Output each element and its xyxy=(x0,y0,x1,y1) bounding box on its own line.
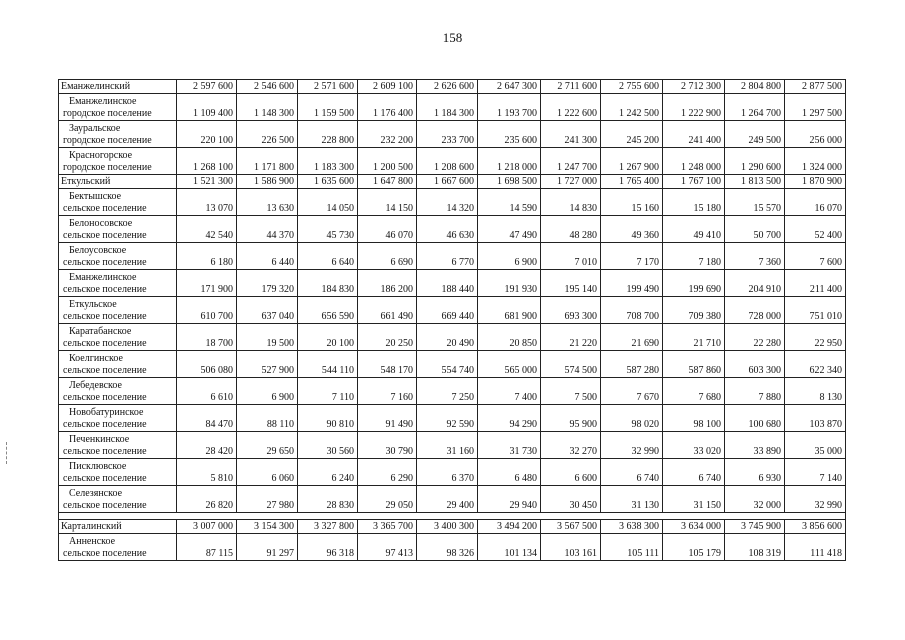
settlement-name-line2: сельское поселение xyxy=(63,311,147,322)
value-cell: 3 365 700 xyxy=(358,520,417,534)
value-cell: 105 111 xyxy=(601,534,663,561)
value-cell: 47 490 xyxy=(478,216,541,243)
value-cell: 1 184 300 xyxy=(417,94,478,121)
settlement-row xyxy=(59,94,846,121)
value-cell: 2 571 600 xyxy=(298,80,358,94)
value-cell: 6 900 xyxy=(478,243,541,270)
value-cell: 587 280 xyxy=(601,351,663,378)
table-body xyxy=(59,80,846,561)
value-cell: 2 647 300 xyxy=(478,80,541,94)
settlement-row xyxy=(59,270,846,297)
value-cell: 16 070 xyxy=(785,189,846,216)
value-cell: 3 638 300 xyxy=(601,520,663,534)
value-cell: 1 698 500 xyxy=(478,175,541,189)
settlement-row xyxy=(59,324,846,351)
value-cell: 548 170 xyxy=(358,351,417,378)
value-cell: 28 420 xyxy=(177,432,237,459)
value-cell: 6 060 xyxy=(237,459,298,486)
value-cell: 669 440 xyxy=(417,297,478,324)
value-cell: 199 490 xyxy=(601,270,663,297)
value-cell: 94 290 xyxy=(478,405,541,432)
settlement-name-line1: Лебедевское xyxy=(69,380,122,391)
value-cell: 6 740 xyxy=(663,459,725,486)
value-cell: 97 413 xyxy=(358,534,417,561)
settlement-row xyxy=(59,189,846,216)
value-cell: 30 450 xyxy=(541,486,601,513)
value-cell: 3 400 300 xyxy=(417,520,478,534)
value-cell: 610 700 xyxy=(177,297,237,324)
settlement-name xyxy=(59,534,177,561)
value-cell: 13 630 xyxy=(237,189,298,216)
value-cell: 29 400 xyxy=(417,486,478,513)
value-cell: 21 690 xyxy=(601,324,663,351)
settlement-name-line2: сельское поселение xyxy=(63,446,147,457)
settlement-name-line2: сельское поселение xyxy=(63,365,147,376)
settlement-name xyxy=(59,459,177,486)
value-cell: 708 700 xyxy=(601,297,663,324)
settlement-name-line1: Еткульское xyxy=(69,299,117,310)
value-cell: 7 670 xyxy=(601,378,663,405)
value-cell: 29 650 xyxy=(237,432,298,459)
value-cell: 3 856 600 xyxy=(785,520,846,534)
value-cell: 603 300 xyxy=(725,351,785,378)
value-cell: 2 609 100 xyxy=(358,80,417,94)
value-cell: 84 470 xyxy=(177,405,237,432)
value-cell: 50 700 xyxy=(725,216,785,243)
value-cell: 191 930 xyxy=(478,270,541,297)
value-cell: 681 900 xyxy=(478,297,541,324)
settlement-row xyxy=(59,432,846,459)
value-cell: 565 000 xyxy=(478,351,541,378)
value-cell: 7 400 xyxy=(478,378,541,405)
value-cell: 1 765 400 xyxy=(601,175,663,189)
settlement-name xyxy=(59,486,177,513)
settlement-name-line2: сельское поселение xyxy=(63,284,147,295)
value-cell: 7 180 xyxy=(663,243,725,270)
value-cell: 232 200 xyxy=(358,121,417,148)
value-cell: 179 320 xyxy=(237,270,298,297)
value-cell: 2 877 500 xyxy=(785,80,846,94)
value-cell: 7 880 xyxy=(725,378,785,405)
value-cell: 13 070 xyxy=(177,189,237,216)
value-cell: 587 860 xyxy=(663,351,725,378)
value-cell: 33 020 xyxy=(663,432,725,459)
value-cell: 1 667 600 xyxy=(417,175,478,189)
settlement-row xyxy=(59,216,846,243)
value-cell: 87 115 xyxy=(177,534,237,561)
value-cell: 22 280 xyxy=(725,324,785,351)
value-cell: 35 000 xyxy=(785,432,846,459)
value-cell: 506 080 xyxy=(177,351,237,378)
value-cell: 28 830 xyxy=(298,486,358,513)
value-cell: 6 480 xyxy=(478,459,541,486)
value-cell: 29 050 xyxy=(358,486,417,513)
value-cell: 2 597 600 xyxy=(177,80,237,94)
value-cell: 728 000 xyxy=(725,297,785,324)
value-cell: 91 297 xyxy=(237,534,298,561)
value-cell: 103 870 xyxy=(785,405,846,432)
value-cell: 1 727 000 xyxy=(541,175,601,189)
settlement-name-line2: сельское поселение xyxy=(63,473,147,484)
value-cell: 103 161 xyxy=(541,534,601,561)
value-cell: 3 634 000 xyxy=(663,520,725,534)
value-cell: 195 140 xyxy=(541,270,601,297)
value-cell: 235 600 xyxy=(478,121,541,148)
value-cell: 1 247 700 xyxy=(541,148,601,175)
settlement-row xyxy=(59,351,846,378)
value-cell: 661 490 xyxy=(358,297,417,324)
value-cell: 7 680 xyxy=(663,378,725,405)
district-name: Еманжелинский xyxy=(59,80,177,94)
settlement-row xyxy=(59,148,846,175)
value-cell: 6 600 xyxy=(541,459,601,486)
page-number: 158 xyxy=(442,30,463,45)
value-cell: 98 326 xyxy=(417,534,478,561)
value-cell: 245 200 xyxy=(601,121,663,148)
value-cell: 693 300 xyxy=(541,297,601,324)
value-cell: 95 900 xyxy=(541,405,601,432)
value-cell: 22 950 xyxy=(785,324,846,351)
value-cell: 49 360 xyxy=(601,216,663,243)
settlement-row xyxy=(59,121,846,148)
value-cell: 1 324 000 xyxy=(785,148,846,175)
value-cell: 6 290 xyxy=(358,459,417,486)
value-cell: 7 500 xyxy=(541,378,601,405)
value-cell: 1 109 400 xyxy=(177,94,237,121)
value-cell: 1 290 600 xyxy=(725,148,785,175)
value-cell: 249 500 xyxy=(725,121,785,148)
value-cell: 90 810 xyxy=(298,405,358,432)
value-cell: 241 300 xyxy=(541,121,601,148)
settlement-row xyxy=(59,243,846,270)
settlement-name xyxy=(59,189,177,216)
value-cell: 199 690 xyxy=(663,270,725,297)
value-cell: 3 567 500 xyxy=(541,520,601,534)
settlement-name xyxy=(59,121,177,148)
settlement-name-line1: Анненское xyxy=(69,536,116,547)
separator-cell xyxy=(59,513,846,520)
settlement-name-line2: сельское поселение xyxy=(63,203,147,214)
settlement-name xyxy=(59,243,177,270)
value-cell: 14 830 xyxy=(541,189,601,216)
value-cell: 7 110 xyxy=(298,378,358,405)
settlement-name xyxy=(59,378,177,405)
settlement-name-line1: Печенкинское xyxy=(69,434,130,445)
value-cell: 2 804 800 xyxy=(725,80,785,94)
district-name: Еткульский xyxy=(59,175,177,189)
value-cell: 1 813 500 xyxy=(725,175,785,189)
value-cell: 7 250 xyxy=(417,378,478,405)
value-cell: 188 440 xyxy=(417,270,478,297)
value-cell: 111 418 xyxy=(785,534,846,561)
value-cell: 233 700 xyxy=(417,121,478,148)
value-cell: 31 130 xyxy=(601,486,663,513)
value-cell: 1 297 500 xyxy=(785,94,846,121)
value-cell: 226 500 xyxy=(237,121,298,148)
value-cell: 88 110 xyxy=(237,405,298,432)
value-cell: 709 380 xyxy=(663,297,725,324)
value-cell: 92 590 xyxy=(417,405,478,432)
value-cell: 32 000 xyxy=(725,486,785,513)
value-cell: 184 830 xyxy=(298,270,358,297)
settlement-row xyxy=(59,405,846,432)
value-cell: 19 500 xyxy=(237,324,298,351)
value-cell: 544 110 xyxy=(298,351,358,378)
value-cell: 171 900 xyxy=(177,270,237,297)
value-cell: 1 521 300 xyxy=(177,175,237,189)
settlement-name xyxy=(59,94,177,121)
value-cell: 32 270 xyxy=(541,432,601,459)
value-cell: 241 400 xyxy=(663,121,725,148)
value-cell: 186 200 xyxy=(358,270,417,297)
value-cell: 101 134 xyxy=(478,534,541,561)
district-row xyxy=(59,175,846,189)
settlement-name-line2: сельское поселение xyxy=(63,419,147,430)
value-cell: 554 740 xyxy=(417,351,478,378)
settlement-name-line2: городское поселение xyxy=(63,108,152,119)
value-cell: 1 264 700 xyxy=(725,94,785,121)
settlement-row xyxy=(59,378,846,405)
settlement-name-line1: Красногорское xyxy=(69,150,133,161)
settlement-name-line1: Еманжелинское xyxy=(69,96,137,107)
value-cell: 527 900 xyxy=(237,351,298,378)
settlement-name-line1: Белоносовское xyxy=(69,218,133,229)
settlement-name-line1: Белоусовское xyxy=(69,245,127,256)
settlement-name xyxy=(59,324,177,351)
value-cell: 1 200 500 xyxy=(358,148,417,175)
value-cell: 7 600 xyxy=(785,243,846,270)
value-cell: 26 820 xyxy=(177,486,237,513)
value-cell: 6 610 xyxy=(177,378,237,405)
district-row xyxy=(59,520,846,534)
settlement-name-line2: сельское поселение xyxy=(63,500,147,511)
value-cell: 7 170 xyxy=(601,243,663,270)
value-cell: 31 150 xyxy=(663,486,725,513)
value-cell: 211 400 xyxy=(785,270,846,297)
value-cell: 1 208 600 xyxy=(417,148,478,175)
value-cell: 108 319 xyxy=(725,534,785,561)
value-cell: 1 183 300 xyxy=(298,148,358,175)
value-cell: 46 070 xyxy=(358,216,417,243)
settlement-name-line1: Коелгинское xyxy=(69,353,123,364)
settlement-name-line1: Новобатуринское xyxy=(69,407,144,418)
settlement-name xyxy=(59,351,177,378)
value-cell: 1 218 000 xyxy=(478,148,541,175)
value-cell: 21 710 xyxy=(663,324,725,351)
value-cell: 1 635 600 xyxy=(298,175,358,189)
value-cell: 637 040 xyxy=(237,297,298,324)
value-cell: 98 100 xyxy=(663,405,725,432)
value-cell: 31 160 xyxy=(417,432,478,459)
settlement-name-line1: Еманжелинское xyxy=(69,272,137,283)
value-cell: 6 640 xyxy=(298,243,358,270)
value-cell: 3 327 800 xyxy=(298,520,358,534)
value-cell: 91 490 xyxy=(358,405,417,432)
value-cell: 574 500 xyxy=(541,351,601,378)
value-cell: 31 730 xyxy=(478,432,541,459)
value-cell: 105 179 xyxy=(663,534,725,561)
settlement-name xyxy=(59,432,177,459)
value-cell: 30 790 xyxy=(358,432,417,459)
value-cell: 32 990 xyxy=(601,432,663,459)
value-cell: 100 680 xyxy=(725,405,785,432)
value-cell: 15 570 xyxy=(725,189,785,216)
settlement-name xyxy=(59,270,177,297)
settlement-name-line2: сельское поселение xyxy=(63,392,147,403)
value-cell: 6 930 xyxy=(725,459,785,486)
margin-mark xyxy=(6,442,8,464)
settlement-name-line2: сельское поселение xyxy=(63,548,147,559)
value-cell: 33 890 xyxy=(725,432,785,459)
value-cell: 6 770 xyxy=(417,243,478,270)
value-cell: 1 159 500 xyxy=(298,94,358,121)
settlement-name-line1: Селезянское xyxy=(69,488,123,499)
value-cell: 6 900 xyxy=(237,378,298,405)
value-cell: 49 410 xyxy=(663,216,725,243)
value-cell: 45 730 xyxy=(298,216,358,243)
settlement-row xyxy=(59,534,846,561)
value-cell: 3 007 000 xyxy=(177,520,237,534)
settlement-name-line2: сельское поселение xyxy=(63,257,147,268)
value-cell: 1 267 900 xyxy=(601,148,663,175)
value-cell: 256 000 xyxy=(785,121,846,148)
value-cell: 1 193 700 xyxy=(478,94,541,121)
value-cell: 2 712 300 xyxy=(663,80,725,94)
value-cell: 6 240 xyxy=(298,459,358,486)
value-cell: 7 360 xyxy=(725,243,785,270)
value-cell: 5 810 xyxy=(177,459,237,486)
value-cell: 656 590 xyxy=(298,297,358,324)
value-cell: 751 010 xyxy=(785,297,846,324)
value-cell: 6 180 xyxy=(177,243,237,270)
value-cell: 14 050 xyxy=(298,189,358,216)
value-cell: 20 100 xyxy=(298,324,358,351)
district-row xyxy=(59,80,846,94)
settlement-name xyxy=(59,148,177,175)
value-cell: 1 586 900 xyxy=(237,175,298,189)
value-cell: 7 140 xyxy=(785,459,846,486)
value-cell: 20 250 xyxy=(358,324,417,351)
value-cell: 1 148 300 xyxy=(237,94,298,121)
value-cell: 1 268 100 xyxy=(177,148,237,175)
settlement-name xyxy=(59,216,177,243)
value-cell: 52 400 xyxy=(785,216,846,243)
value-cell: 1 176 400 xyxy=(358,94,417,121)
value-cell: 1 222 900 xyxy=(663,94,725,121)
value-cell: 1 171 800 xyxy=(237,148,298,175)
value-cell: 18 700 xyxy=(177,324,237,351)
settlement-row xyxy=(59,459,846,486)
value-cell: 2 755 600 xyxy=(601,80,663,94)
value-cell: 1 647 800 xyxy=(358,175,417,189)
value-cell: 21 220 xyxy=(541,324,601,351)
value-cell: 1 222 600 xyxy=(541,94,601,121)
value-cell: 20 850 xyxy=(478,324,541,351)
value-cell: 2 626 600 xyxy=(417,80,478,94)
settlement-name xyxy=(59,405,177,432)
value-cell: 1 767 100 xyxy=(663,175,725,189)
value-cell: 6 740 xyxy=(601,459,663,486)
value-cell: 8 130 xyxy=(785,378,846,405)
population-table xyxy=(58,79,846,561)
settlement-name-line1: Каратабанское xyxy=(69,326,132,337)
value-cell: 6 370 xyxy=(417,459,478,486)
value-cell: 7 160 xyxy=(358,378,417,405)
value-cell: 29 940 xyxy=(478,486,541,513)
value-cell: 48 280 xyxy=(541,216,601,243)
settlement-name-line1: Зауральское xyxy=(69,123,121,134)
settlement-name-line1: Бектышское xyxy=(69,191,122,202)
settlement-name-line2: городское поселение xyxy=(63,135,152,146)
value-cell: 622 340 xyxy=(785,351,846,378)
value-cell: 3 745 900 xyxy=(725,520,785,534)
value-cell: 14 150 xyxy=(358,189,417,216)
value-cell: 14 590 xyxy=(478,189,541,216)
settlement-name-line2: городское поселение xyxy=(63,162,152,173)
value-cell: 44 370 xyxy=(237,216,298,243)
value-cell: 228 800 xyxy=(298,121,358,148)
value-cell: 3 154 300 xyxy=(237,520,298,534)
value-cell: 30 560 xyxy=(298,432,358,459)
value-cell: 1 242 500 xyxy=(601,94,663,121)
value-cell: 204 910 xyxy=(725,270,785,297)
separator-row xyxy=(59,513,846,520)
value-cell: 15 160 xyxy=(601,189,663,216)
settlement-row xyxy=(59,486,846,513)
value-cell: 3 494 200 xyxy=(478,520,541,534)
settlement-name-line2: сельское поселение xyxy=(63,230,147,241)
value-cell: 1 248 000 xyxy=(663,148,725,175)
settlement-name xyxy=(59,297,177,324)
value-cell: 2 546 600 xyxy=(237,80,298,94)
value-cell: 32 990 xyxy=(785,486,846,513)
value-cell: 6 690 xyxy=(358,243,417,270)
value-cell: 20 490 xyxy=(417,324,478,351)
value-cell: 1 870 900 xyxy=(785,175,846,189)
value-cell: 15 180 xyxy=(663,189,725,216)
value-cell: 96 318 xyxy=(298,534,358,561)
value-cell: 7 010 xyxy=(541,243,601,270)
value-cell: 14 320 xyxy=(417,189,478,216)
district-name: Карталинский xyxy=(59,520,177,534)
value-cell: 46 630 xyxy=(417,216,478,243)
settlement-row xyxy=(59,297,846,324)
value-cell: 220 100 xyxy=(177,121,237,148)
value-cell: 42 540 xyxy=(177,216,237,243)
value-cell: 27 980 xyxy=(237,486,298,513)
value-cell: 2 711 600 xyxy=(541,80,601,94)
value-cell: 98 020 xyxy=(601,405,663,432)
settlement-name-line1: Писклювское xyxy=(69,461,127,472)
settlement-name-line2: сельское поселение xyxy=(63,338,147,349)
value-cell: 6 440 xyxy=(237,243,298,270)
